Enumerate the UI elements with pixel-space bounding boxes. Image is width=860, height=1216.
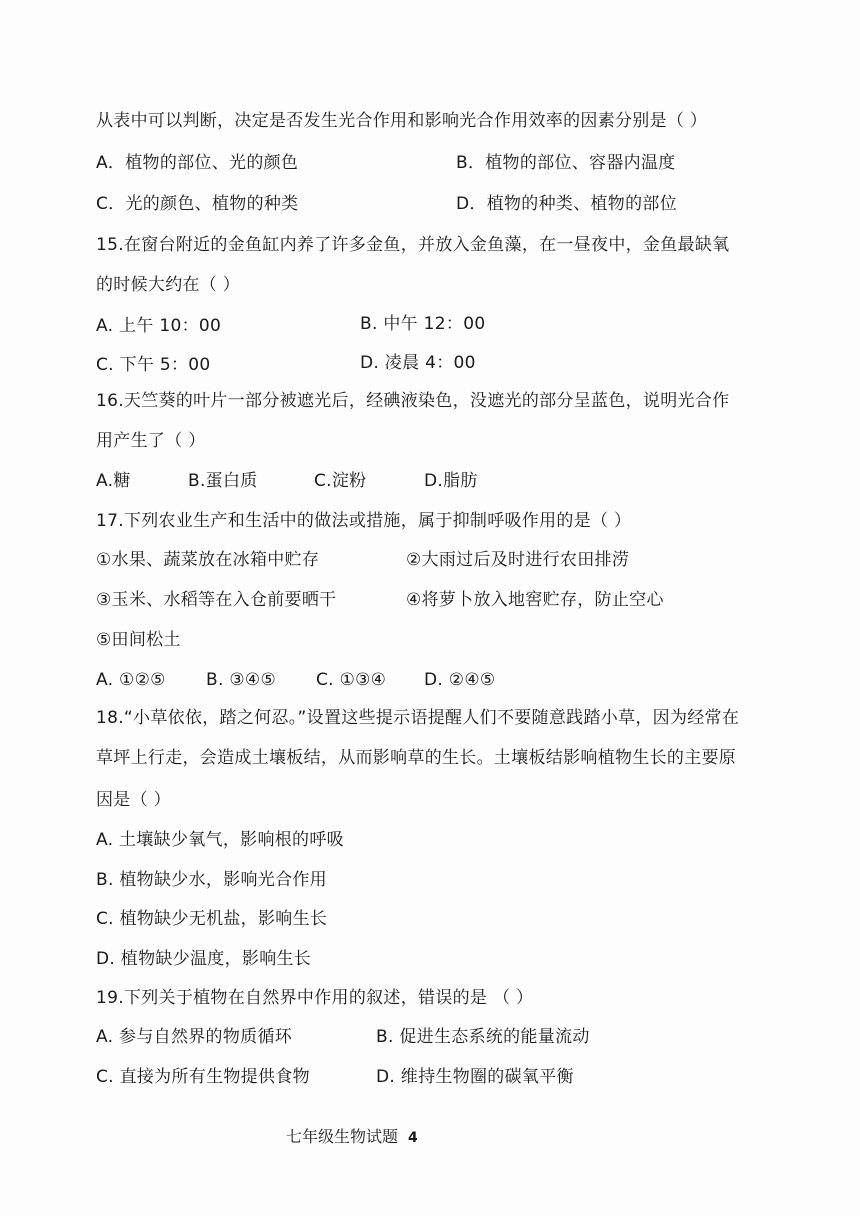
q17-item-3: ③玉米、水稻等在入仓前要晒干 [96, 590, 337, 610]
page-number: 4 [408, 1130, 418, 1146]
footer-title: 七年级生物试题 [286, 1127, 399, 1146]
q17-option-c: C. ①③④ [316, 670, 387, 690]
q14-option-b: B．植物的部位、容器内温度 [456, 153, 676, 173]
q15-option-c: C. 下午 5：00 [96, 355, 211, 375]
q17-item-1: ①水果、蔬菜放在冰箱中贮存 [96, 550, 320, 570]
q17-option-b: B. ③④⑤ [206, 670, 276, 690]
q16-option-a: A.糖 [96, 471, 131, 491]
q17-item-2: ②大雨过后及时进行农田排涝 [406, 550, 630, 570]
q16-option-c: C.淀粉 [314, 471, 367, 491]
q17-option-d: D. ②④⑤ [424, 670, 496, 690]
q14-option-c: C．光的颜色、植物的种类 [96, 194, 299, 214]
q16-stem-line-1: 16.天竺葵的叶片一部分被遮光后，经碘液染色，没遮光的部分呈蓝色，说明光合作 [96, 391, 730, 411]
q16-option-b: B.蛋白质 [188, 471, 258, 491]
q15-stem-line-1: 15.在窗台附近的金鱼缸内养了许多金鱼，并放入金鱼藻，在一昼夜中，金鱼最缺氧 [96, 235, 730, 255]
q18-stem-line-3: 因是（ ） [96, 790, 171, 810]
q17-item-5: ⑤田间松土 [96, 630, 181, 650]
page-footer [286, 1126, 418, 1149]
q16-stem-line-2: 用产生了（ ） [96, 431, 206, 451]
q17-item-4: ④将萝卜放入地窖贮存，防止空心 [406, 590, 664, 610]
q14-stem: 从表中可以判断，决定是否发生光合作用和影响光合作用效率的因素分别是（ ） [96, 111, 708, 131]
q19-option-a: A. 参与自然界的物质循环 [96, 1027, 293, 1047]
q17-stem: 17.下列农业生产和生活中的做法或措施，属于抑制呼吸作用的是（ ） [96, 511, 632, 531]
q18-stem-line-1: 18.“小草依依，踏之何忍。”设置这些提示语提醒人们不要随意践踏小草，因为经常在 [96, 708, 740, 728]
q17-option-a: A. ①②⑤ [96, 670, 166, 690]
q19-stem: 19.下列关于植物在自然界中作用的叙述，错误的是 （ ） [96, 988, 534, 1008]
q16-option-d: D.脂肪 [424, 471, 478, 491]
q14-option-a: A．植物的部位、光的颜色 [96, 153, 299, 173]
q15-option-b: B. 中午 12：00 [360, 314, 486, 334]
q18-option-a: A. 土壤缺少氧气，影响根的呼吸 [96, 830, 344, 850]
q14-option-d: D．植物的种类、植物的部位 [456, 194, 677, 214]
q18-option-b: B. 植物缺少水，影响光合作用 [96, 870, 327, 890]
q15-option-d: D. 凌晨 4：00 [360, 353, 476, 373]
q15-stem-line-2: 的时候大约在（ ） [96, 275, 241, 295]
q19-option-b: B. 促进生态系统的能量流动 [376, 1027, 590, 1047]
q19-option-d: D. 维持生物圈的碳氧平衡 [376, 1067, 574, 1087]
q18-option-d: D. 植物缺少温度，影响生长 [96, 949, 312, 969]
q18-option-c: C. 植物缺少无机盐，影响生长 [96, 909, 328, 929]
q18-stem-line-2: 草坪上行走，会造成土壤板结，从而影响草的生长。土壤板结影响植物生长的主要原 [96, 748, 737, 768]
q15-option-a: A. 上午 10：00 [96, 316, 222, 336]
q19-option-c: C. 直接为所有生物提供食物 [96, 1067, 310, 1087]
